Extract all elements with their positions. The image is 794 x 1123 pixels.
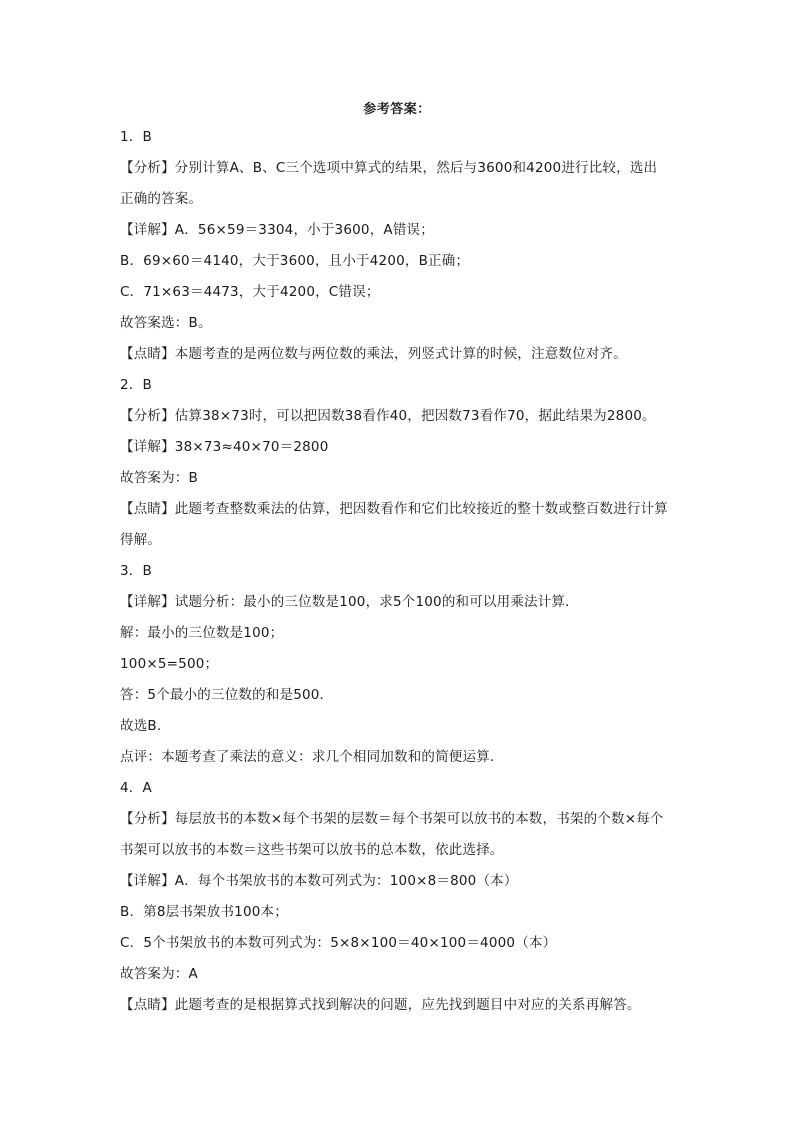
answer-3-answer: 答：5个最小的三位数的和是500． <box>120 687 334 703</box>
answer-1-detail-a: 【详解】A．56×59＝3304，小于3600，A错误； <box>120 222 434 238</box>
answer-4-header: 4．A <box>120 780 152 796</box>
answer-1-comment: 【点睛】本题考查的是两位数与两位数的乘法，列竖式计算的时候，注意数位对齐。 <box>120 346 627 362</box>
answer-3-choice: 故选B． <box>120 718 171 734</box>
answer-4-detail-c: C．5个书架放书的本数可列式为：5×8×100＝40×100＝4000（本） <box>120 935 557 951</box>
answer-1-analysis-line-2: 正确的答案。 <box>120 191 203 207</box>
answer-4-analysis-line-1: 【分析】每层放书的本数×每个书架的层数＝每个书架可以放书的本数，书架的个数×每个 <box>120 811 664 827</box>
answer-4-comment: 【点睛】此题考查的是根据算式找到解决的问题，应先找到题目中对应的关系再解答。 <box>120 997 641 1013</box>
answer-3-calculation: 100×5=500； <box>120 656 219 672</box>
answer-2-conclusion: 故答案为：B <box>120 470 198 486</box>
answer-4-detail-b: B．第8层书架放书100本； <box>120 904 288 920</box>
answer-3-solution: 解：最小的三位数是100； <box>120 625 284 641</box>
answer-2-comment-line-2: 得解。 <box>120 532 162 548</box>
answer-1-header: 1．B <box>120 129 152 145</box>
answer-4-detail-a: 【详解】A．每个书架放书的本数可列式为：100×8＝800（本） <box>120 873 518 889</box>
answer-3-header: 3．B <box>120 563 152 579</box>
answer-3-detail: 【详解】试题分析：最小的三位数是100，求5个100的和可以用乘法计算． <box>120 594 579 610</box>
answer-1-detail-b: B．69×60＝4140，大于3600，且小于4200，B正确； <box>120 253 470 269</box>
answer-content <box>120 122 680 1021</box>
answer-2-comment-line-1: 【点睛】此题考查整数乘法的估算，把因数看作和它们比较接近的整十数或整百数进行计算 <box>120 501 668 517</box>
answer-1-analysis-line-1: 【分析】分别计算A、B、C三个选项中算式的结果，然后与3600和4200进行比较，选出 <box>120 160 658 176</box>
answer-3-comment: 点评：本题考查了乘法的意义：求几个相同加数和的简便运算． <box>120 749 504 765</box>
answer-1-detail-c: C．71×63＝4473，大于4200，C错误； <box>120 284 380 300</box>
answer-4-analysis-line-2: 书架可以放书的本数＝这些书架可以放书的总本数，依此选择。 <box>120 842 504 858</box>
answer-4-conclusion: 故答案为：A <box>120 966 198 982</box>
answer-2-header: 2．B <box>120 377 152 393</box>
page-title: 参考答案： <box>363 102 431 117</box>
answer-1-conclusion: 故答案选：B。 <box>120 315 212 331</box>
answer-2-detail: 【详解】38×73≈40×70＝2800 <box>120 439 329 455</box>
answer-2-analysis: 【分析】估算38×73时，可以把因数38看作40，把因数73看作70，据此结果为2800。 <box>120 408 656 424</box>
